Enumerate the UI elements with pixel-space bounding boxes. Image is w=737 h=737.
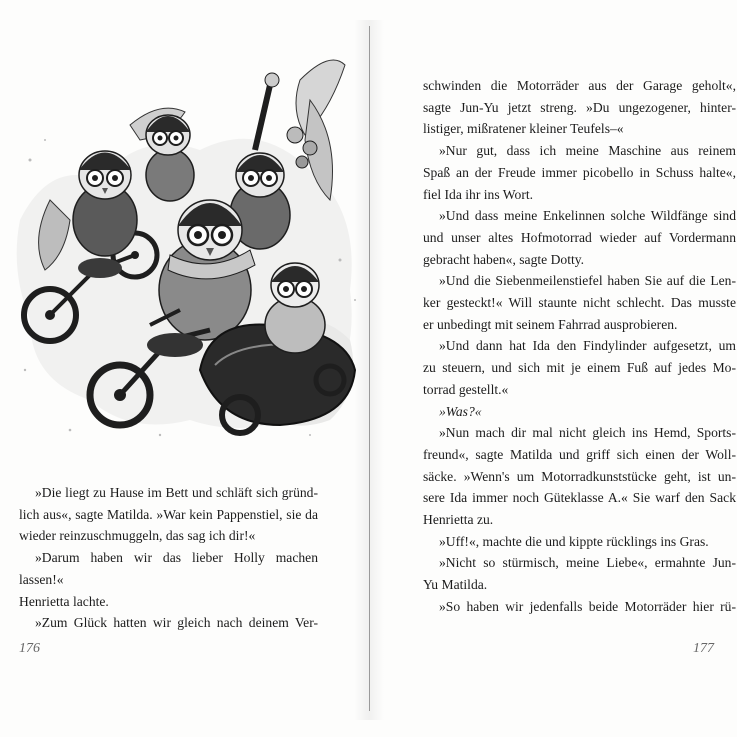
text-line: fiel Ida ihr ins Wort.	[423, 186, 534, 202]
text-line: gebracht haben«, sagte Dotty.	[423, 251, 585, 267]
owl-rider-5	[265, 263, 325, 353]
text-line: »Darum haben wir das lieber Holly machen lassen!«	[19, 550, 318, 587]
left-page-text	[19, 482, 318, 634]
text-line: lich aus«, sagte Matilda. »War kein Pappenstiel, sie da	[19, 506, 318, 522]
text-line: säcke. »Wenn's um Motorradkunststücke geht, ist un-	[423, 468, 736, 484]
text-line: »Und dass meine Enkelinnen solche Wildfänge sind	[439, 208, 736, 224]
text-line: »So haben wir jedenfalls beide Motorräder hier rü-	[439, 598, 736, 614]
paragraph	[423, 596, 736, 618]
paragraph	[423, 75, 736, 140]
paragraph	[19, 547, 318, 612]
paragraph	[423, 531, 736, 553]
owl-rider-2	[146, 115, 194, 201]
text-line: »Uff!«, machte die und kippte rücklings ins Gras.	[439, 533, 709, 549]
text-line: zu steuern, und sich mit je einem Fuß auf jedes Mo-	[423, 360, 736, 376]
text-line: und unser altes Hofmotorrad wieder auf Vordermann	[423, 229, 736, 245]
paragraph	[19, 612, 318, 634]
text-line: Henrietta zu.	[423, 512, 494, 528]
text-line: freund«, sagte Matilda und griff sich einen der Woll-	[423, 446, 736, 462]
text-line: torrad gestellt.«	[423, 381, 509, 397]
text-line: Yu Matilda.	[423, 577, 488, 593]
paragraph	[423, 422, 736, 531]
text-line: »Die liegt zu Hause im Bett und schläft sich gründ-	[35, 485, 318, 500]
text-line: »Und dann hat Ida den Findylinder aufgesetzt, um	[439, 338, 736, 354]
text-line: »Und die Siebenmeilenstiefel haben Sie auf die Len-	[439, 273, 736, 289]
text-line: »Nicht so stürmisch, meine Liebe«, ermahnte Jun-	[439, 555, 736, 571]
text-line: »Zum Glück hatten wir gleich nach deinem Ver-	[35, 615, 318, 631]
page-number-left: 176	[19, 641, 40, 656]
text-line: »Nur gut, dass ich meine Maschine aus reinem	[439, 143, 736, 159]
text-line: sagte Jun-Yu jetzt streng. »Du ungezogener, hinter-	[423, 99, 736, 115]
paragraph	[423, 270, 736, 335]
text-line: ker gesteckt!« Will staunte nicht schlecht. Das musste	[423, 295, 736, 311]
text-line: sere Ida immer noch Güteklasse A.« Sie warf den Sack	[423, 490, 736, 506]
page-number-right: 177	[693, 641, 714, 656]
text-line: Henrietta lachte.	[19, 593, 109, 609]
page-gutter	[369, 26, 370, 711]
paragraph	[423, 205, 736, 270]
text-line: Spaß an der Freude immer picobello in Schuss halte«,	[423, 164, 736, 180]
paragraph	[423, 552, 736, 595]
paragraph	[423, 335, 736, 400]
text-line: er unbedingt mit seinem Fahrrad ausprobieren.	[423, 316, 678, 332]
paragraph	[423, 140, 736, 205]
owl-rider-1	[73, 151, 137, 256]
paragraph	[19, 482, 318, 547]
text-line: schwinden die Motorräder aus der Garage geholt«,	[423, 78, 736, 93]
text-line: »Was?«	[439, 403, 482, 419]
text-line: wieder reinzuschmuggeln, das sag ich dir!«	[19, 528, 256, 544]
right-page-text	[423, 75, 736, 618]
motorcycle-owls-illustration	[10, 40, 362, 442]
text-line: listiger, mißratener kleiner Teufels–«	[423, 121, 624, 137]
text-line: »Nun mach dir mal nicht gleich ins Hemd, Sports-	[439, 425, 736, 441]
paragraph	[423, 401, 736, 423]
